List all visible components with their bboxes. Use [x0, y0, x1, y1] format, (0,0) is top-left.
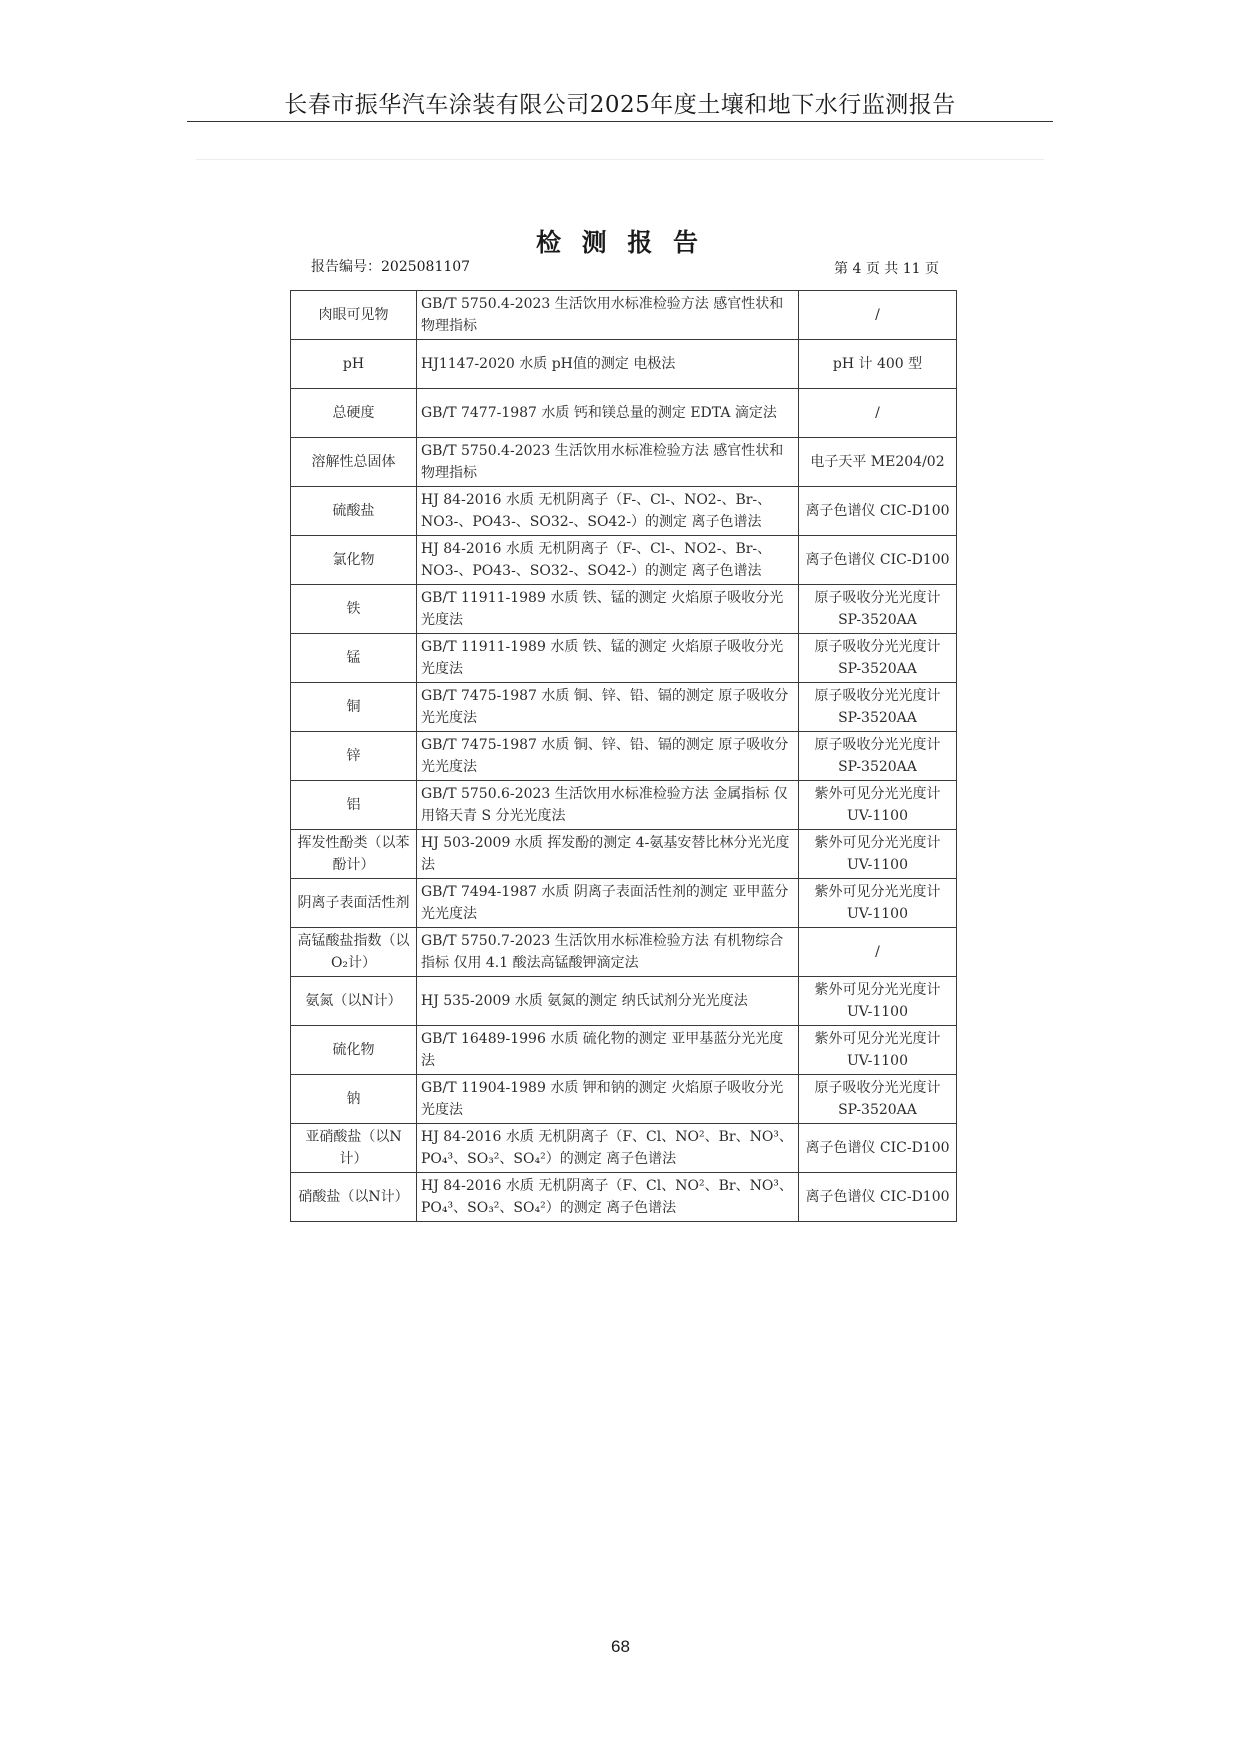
test-method-cell: GB/T 7475-1987 水质 铜、锌、铅、镉的测定 原子吸收分光光度法: [417, 683, 799, 732]
test-item-cell: 硫酸盐: [291, 487, 417, 536]
test-method-cell: GB/T 5750.4-2023 生活饮用水标准检验方法 感官性状和物理指标: [417, 438, 799, 487]
test-item-cell: 亚硝酸盐（以N计）: [291, 1124, 417, 1173]
test-method-cell: GB/T 7475-1987 水质 铜、锌、铅、镉的测定 原子吸收分光光度法: [417, 732, 799, 781]
table-row: [291, 389, 957, 438]
table-row: [291, 1075, 957, 1124]
instrument-cell: 离子色谱仪 CIC-D100: [799, 1124, 957, 1173]
test-item-cell: 溶解性总固体: [291, 438, 417, 487]
instrument-cell: 紫外可见分光光度计 UV-1100: [799, 977, 957, 1026]
document-header-title: 长春市振华汽车涂装有限公司2025年度土壤和地下水行监测报告: [284, 92, 956, 118]
test-method-cell: GB/T 7494-1987 水质 阴离子表面活性剂的测定 亚甲蓝分光光度法: [417, 879, 799, 928]
instrument-cell: 离子色谱仪 CIC-D100: [799, 536, 957, 585]
table-row: [291, 781, 957, 830]
instrument-cell: 电子天平 ME204/02: [799, 438, 957, 487]
test-method-cell: HJ1147-2020 水质 pH值的测定 电极法: [417, 340, 799, 389]
test-item-cell: pH: [291, 340, 417, 389]
instrument-cell: 紫外可见分光光度计 UV-1100: [799, 1026, 957, 1075]
table-row: [291, 732, 957, 781]
test-item-cell: 阴离子表面活性剂: [291, 879, 417, 928]
table-row: [291, 438, 957, 487]
test-item-cell: 高锰酸盐指数（以O₂计）: [291, 928, 417, 977]
instrument-cell: 原子吸收分光光度计 SP-3520AA: [799, 634, 957, 683]
table-row: [291, 1026, 957, 1075]
instrument-cell: 离子色谱仪 CIC-D100: [799, 1173, 957, 1222]
test-method-cell: HJ 84-2016 水质 无机阴离子（F、Cl、NO²、Br、NO³、PO₄³、SO₃²、SO₄²）的测定 离子色谱法: [417, 1173, 799, 1222]
test-method-cell: HJ 84-2016 水质 无机阴离子（F-、Cl-、NO2-、Br-、NO3-、PO43-、SO32-、SO42-）的测定 离子色谱法: [417, 536, 799, 585]
test-method-cell: HJ 535-2009 水质 氨氮的测定 纳氏试剂分光光度法: [417, 977, 799, 1026]
test-method-cell: GB/T 7477-1987 水质 钙和镁总量的测定 EDTA 滴定法: [417, 389, 799, 438]
test-item-cell: 挥发性酚类（以苯酚计）: [291, 830, 417, 879]
instrument-cell: 原子吸收分光光度计 SP-3520AA: [799, 683, 957, 732]
report-number: 报告编号：2025081107: [311, 259, 471, 275]
test-method-cell: GB/T 16489-1996 水质 硫化物的测定 亚甲基蓝分光光度法: [417, 1026, 799, 1075]
report-page-count: 第 4 页 共 11 页: [834, 261, 939, 277]
table-row: [291, 977, 957, 1026]
report-title: 检 测 报 告: [535, 228, 705, 257]
test-item-cell: 铜: [291, 683, 417, 732]
instrument-cell: 紫外可见分光光度计 UV-1100: [799, 781, 957, 830]
test-item-cell: 氯化物: [291, 536, 417, 585]
instrument-cell: 离子色谱仪 CIC-D100: [799, 487, 957, 536]
instrument-cell: 紫外可见分光光度计 UV-1100: [799, 830, 957, 879]
test-item-cell: 氨氮（以N计）: [291, 977, 417, 1026]
test-item-cell: 总硬度: [291, 389, 417, 438]
test-method-cell: HJ 503-2009 水质 挥发酚的测定 4-氨基安替比林分光光度法: [417, 830, 799, 879]
test-item-cell: 铝: [291, 781, 417, 830]
table-row: [291, 340, 957, 389]
table-row: [291, 830, 957, 879]
table-row: [291, 291, 957, 340]
instrument-cell: 紫外可见分光光度计 UV-1100: [799, 879, 957, 928]
test-item-cell: 铁: [291, 585, 417, 634]
instrument-cell: 原子吸收分光光度计 SP-3520AA: [799, 1075, 957, 1124]
test-method-cell: GB/T 5750.7-2023 生活饮用水标准检验方法 有机物综合指标 仅用 4.1 酸法高锰酸钾滴定法: [417, 928, 799, 977]
instrument-cell: 原子吸收分光光度计 SP-3520AA: [799, 732, 957, 781]
test-item-cell: 锌: [291, 732, 417, 781]
table-row: [291, 928, 957, 977]
header-divider: [187, 121, 1053, 122]
test-method-cell: GB/T 11904-1989 水质 钾和钠的测定 火焰原子吸收分光光度法: [417, 1075, 799, 1124]
test-item-cell: 硫化物: [291, 1026, 417, 1075]
test-method-cell: GB/T 5750.4-2023 生活饮用水标准检验方法 感官性状和物理指标: [417, 291, 799, 340]
test-method-cell: GB/T 11911-1989 水质 铁、锰的测定 火焰原子吸收分光光度法: [417, 634, 799, 683]
table-row: [291, 1124, 957, 1173]
table-row: [291, 634, 957, 683]
table-row: [291, 536, 957, 585]
test-item-cell: 锰: [291, 634, 417, 683]
test-item-cell: 硝酸盐（以N计）: [291, 1173, 417, 1222]
test-item-cell: 肉眼可见物: [291, 291, 417, 340]
instrument-cell: /: [799, 291, 957, 340]
page-number: 68: [611, 1637, 630, 1656]
test-methods-table-body: [291, 291, 957, 1222]
test-method-cell: GB/T 5750.6-2023 生活饮用水标准检验方法 金属指标 仅用铬天青 S 分光光度法: [417, 781, 799, 830]
table-row: [291, 879, 957, 928]
instrument-cell: 原子吸收分光光度计 SP-3520AA: [799, 585, 957, 634]
test-item-cell: 钠: [291, 1075, 417, 1124]
table-row: [291, 1173, 957, 1222]
test-methods-table: [290, 290, 957, 1222]
instrument-cell: pH 计 400 型: [799, 340, 957, 389]
scan-edge-line: [196, 159, 1044, 160]
test-method-cell: HJ 84-2016 水质 无机阴离子（F-、Cl-、NO2-、Br-、NO3-、PO43-、SO32-、SO42-）的测定 离子色谱法: [417, 487, 799, 536]
table-row: [291, 585, 957, 634]
instrument-cell: /: [799, 928, 957, 977]
table-row: [291, 487, 957, 536]
test-method-cell: GB/T 11911-1989 水质 铁、锰的测定 火焰原子吸收分光光度法: [417, 585, 799, 634]
table-row: [291, 683, 957, 732]
test-method-cell: HJ 84-2016 水质 无机阴离子（F、Cl、NO²、Br、NO³、PO₄³、SO₃²、SO₄²）的测定 离子色谱法: [417, 1124, 799, 1173]
instrument-cell: /: [799, 389, 957, 438]
